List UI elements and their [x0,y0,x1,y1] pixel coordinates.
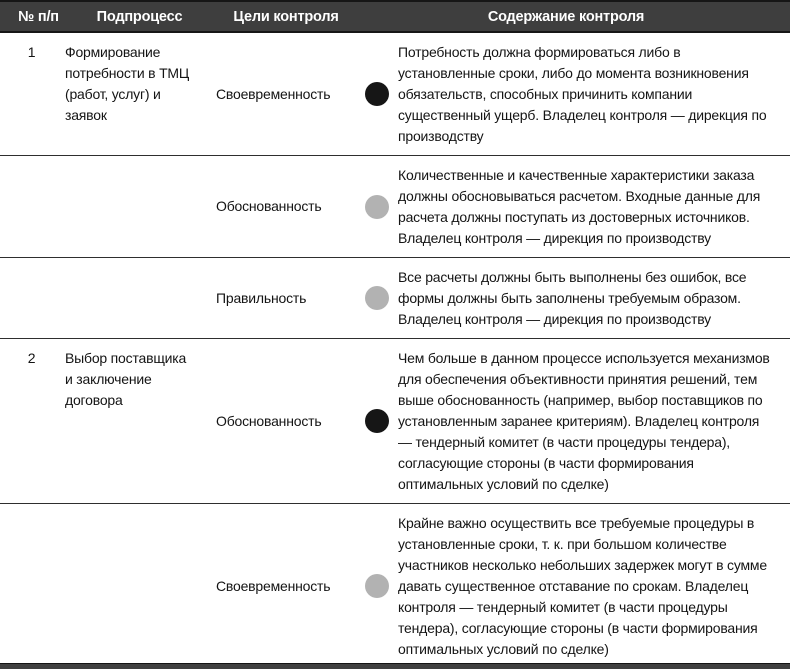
subprocess-cell [63,156,216,257]
row-number: 1 [27,44,36,60]
column-header-num: № п/п [18,8,59,25]
content-cell: Крайне важно осуществить все требуемые процедуры в установленные сроки, т. к. при большом количестве участников несколько небольших задержек могут в сумме давать существенное отставание по срокам. Владелец контроля — тендерный комитет (в части процедуры тендера), согласующие стороны (в части формирования оптимальных условий по сделке) [398,515,767,657]
marker-dot-icon [365,409,389,433]
marker-dot-icon [365,286,389,310]
goal-label: Своевременность [216,577,331,594]
row-number: 2 [27,350,36,366]
content-cell: Количественные и качественные характеристики заказа должны обосновываться расчетом. Входные данные для расчета должны поступать из достоверных источников. Владелец контроля — дирекция по производству [398,167,761,246]
goal-label: Правильность [216,289,307,306]
table-row [0,338,790,503]
row-number [0,258,63,338]
subprocess-cell [63,504,216,668]
table-row [0,257,790,338]
marker-cell [356,33,398,155]
row-number [0,504,63,668]
marker-dot-icon [365,195,389,219]
marker-cell [356,339,398,503]
goal-label: Своевременность [216,85,331,102]
table-bottom-rule [0,663,790,669]
column-header-subprocess: Подпроцесс [96,8,183,25]
table-row [0,33,790,155]
subprocess-cell: Выбор поставщика и заключение договора [65,350,187,408]
content-cell: Потребность должна формироваться либо в установленные сроки, либо до момента возникновения обязательств, способных причинить компании существенный ущерб. Владелец контроля — дирекция по производству [398,44,767,144]
marker-dot-icon [365,574,389,598]
row-number [0,156,63,257]
column-header-goals: Цели контроля [233,8,339,25]
goal-label: Обоснованность [216,198,322,214]
marker-cell [356,258,398,338]
goal-label: Обоснованность [216,412,322,429]
marker-cell [356,156,398,257]
content-cell: Все расчеты должны быть выполнены без ошибок, все формы должны быть заполнены требуемым образом. Владелец контроля — дирекция по производству [398,269,747,327]
marker-cell [356,504,398,668]
subprocess-cell [63,258,216,338]
table-row [0,503,790,668]
column-header-content: Содержание контроля [487,8,645,25]
table-row [0,155,790,257]
content-cell: Чем больше в данном процессе используется механизмов для обеспечения объективности принятия решений, тем выше обоснованность (например, выбор поставщиков по установленным заранее критериям). Владелец контроля — тендерный комитет (в части процедуры тендера), согласующие стороны (в части формирования оптимальных условий по сделке) [398,350,770,492]
subprocess-cell: Формирование потребности в ТМЦ (работ, услуг) и заявок [65,44,190,123]
table-header-row [0,0,790,33]
marker-dot-icon [365,82,389,106]
